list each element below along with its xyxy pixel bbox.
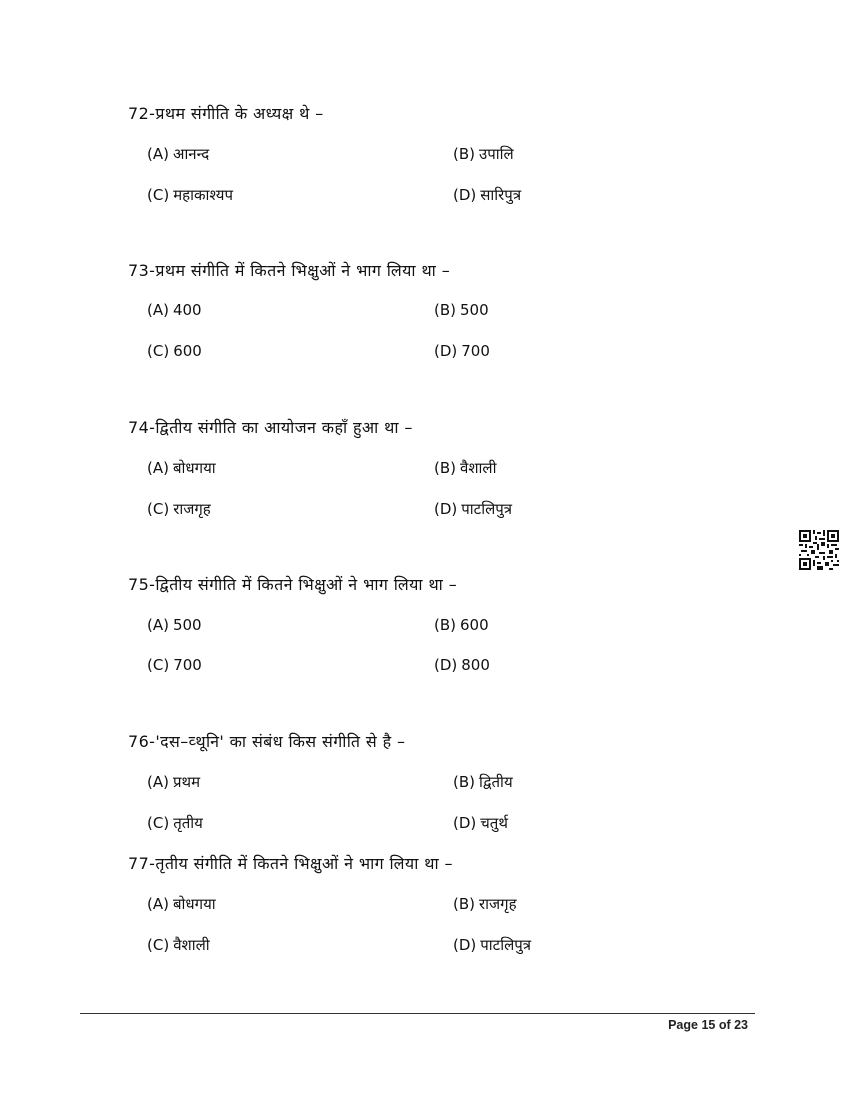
option-text: 800 <box>461 656 490 674</box>
option-text: 400 <box>172 301 202 319</box>
option-label: (A) <box>147 773 169 791</box>
option-label: (A) <box>147 145 169 163</box>
option-label: (C) <box>147 936 170 954</box>
option-73-c <box>147 342 202 360</box>
option-76-a <box>147 772 200 792</box>
option-label: (A) <box>147 459 169 477</box>
option-label: (A) <box>147 301 169 319</box>
option-text: पाटलिपुत्र <box>480 936 532 954</box>
option-label: (A) <box>147 895 169 913</box>
option-73-d <box>434 342 490 360</box>
option-label: (B) <box>453 895 475 913</box>
option-73-a <box>147 301 202 319</box>
option-label: (C) <box>147 656 170 674</box>
question-75: 75-द्वितीय संगीति में कितने भिक्षुओं ने भाग लिया था – <box>128 575 458 594</box>
option-75-d <box>434 656 490 674</box>
option-text: उपालि <box>479 145 514 163</box>
option-77-c <box>147 935 210 955</box>
option-73-b <box>434 301 489 319</box>
option-text: बोधगया <box>172 895 216 913</box>
option-text: पाटलिपुत्र <box>461 500 513 518</box>
question-72: 72-प्रथम संगीति के अध्यक्ष थे – <box>128 104 324 123</box>
option-72-d <box>453 185 521 205</box>
qr-code-icon <box>799 530 839 570</box>
option-label: (B) <box>434 459 456 477</box>
option-77-d <box>453 935 531 955</box>
option-text: 600 <box>460 616 489 634</box>
option-text: बोधगया <box>172 459 216 477</box>
option-75-a <box>147 616 202 634</box>
question-73: 73-प्रथम संगीति में कितने भिक्षुओं ने भाग लिया था – <box>128 261 451 280</box>
option-75-b <box>434 616 489 634</box>
option-label: (C) <box>147 186 170 204</box>
footer-divider <box>80 1013 755 1014</box>
option-label: (B) <box>453 773 475 791</box>
option-77-b <box>453 894 517 914</box>
page-number: Page 15 of 23 <box>668 1018 748 1032</box>
option-text: सारिपुत्र <box>480 186 522 204</box>
option-text: 700 <box>173 656 202 674</box>
option-label: (C) <box>147 814 170 832</box>
option-label: (C) <box>147 342 170 360</box>
option-74-a <box>147 458 216 478</box>
option-72-c <box>147 185 233 205</box>
option-76-d <box>453 813 508 833</box>
option-75-c <box>147 656 202 674</box>
option-label: (B) <box>434 616 456 634</box>
option-text: द्वितीय <box>479 773 513 791</box>
option-label: (D) <box>453 936 477 954</box>
option-text: प्रथम <box>172 773 201 791</box>
option-74-b <box>434 458 496 478</box>
option-text: चतुर्थ <box>480 814 508 832</box>
option-text: 500 <box>172 616 202 634</box>
option-text: आनन्द <box>172 145 210 163</box>
option-text: 600 <box>173 342 202 360</box>
option-text: वैशाली <box>173 936 210 954</box>
option-text: 500 <box>460 301 489 319</box>
option-label: (B) <box>434 301 456 319</box>
option-76-b <box>453 772 513 792</box>
option-text: 700 <box>461 342 490 360</box>
option-label: (D) <box>434 500 458 518</box>
option-label: (D) <box>434 656 458 674</box>
option-72-a <box>147 144 209 164</box>
option-label: (D) <box>453 186 477 204</box>
option-label: (C) <box>147 500 170 518</box>
option-77-a <box>147 894 216 914</box>
option-label: (B) <box>453 145 475 163</box>
option-text: महाकाश्यप <box>173 186 234 204</box>
option-text: राजगृह <box>173 500 211 518</box>
question-77: 77-तृतीय संगीति में कितने भिक्षुओं ने भाग लिया था – <box>128 854 453 873</box>
option-text: वैशाली <box>460 459 497 477</box>
option-text: तृतीय <box>173 814 203 832</box>
option-74-c <box>147 499 211 519</box>
option-76-c <box>147 813 203 833</box>
option-label: (D) <box>453 814 477 832</box>
question-74: 74-द्वितीय संगीति का आयोजन कहाँ हुआ था – <box>128 418 413 437</box>
option-72-b <box>453 144 514 164</box>
option-74-d <box>434 499 512 519</box>
option-label: (A) <box>147 616 169 634</box>
option-text: राजगृह <box>479 895 517 913</box>
question-76: 76-'दस–व्थूनि' का संबंध किस संगीति से है – <box>128 732 406 751</box>
option-label: (D) <box>434 342 458 360</box>
